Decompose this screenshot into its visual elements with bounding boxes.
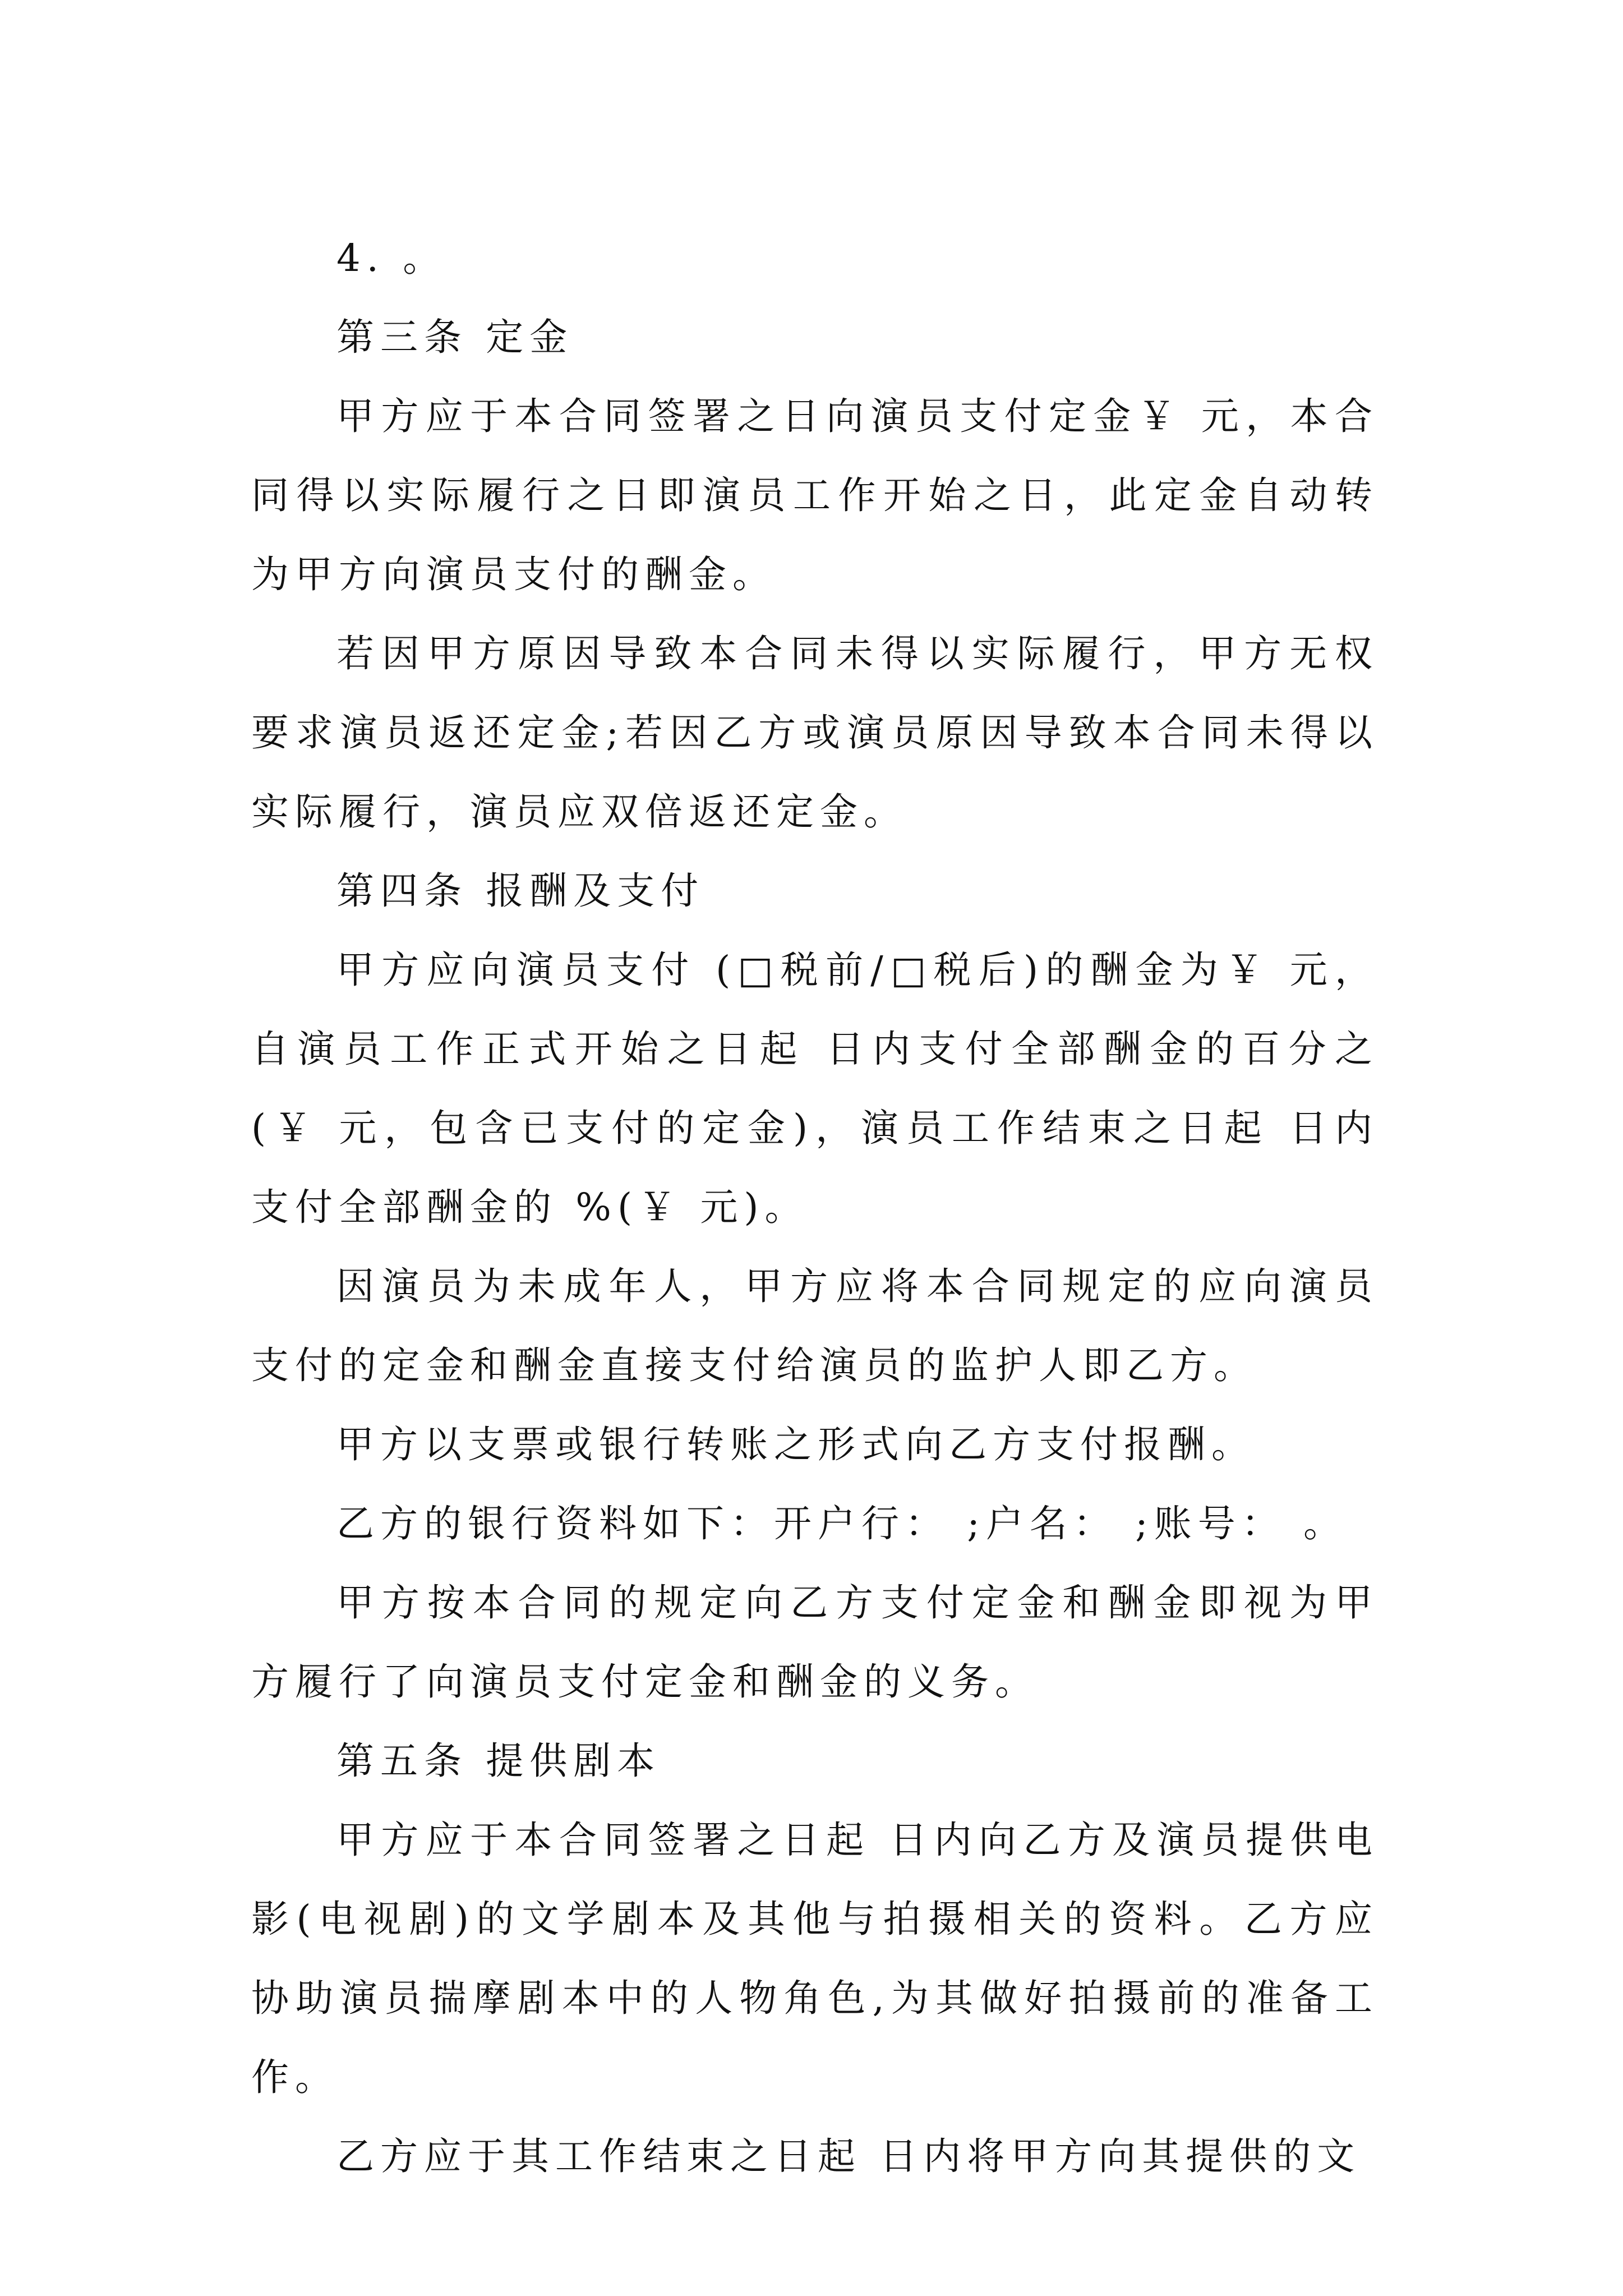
article-4-paragraph-2: 因演员为未成年人，甲方应将本合同规定的应向演员支付的定金和酬金直接支付给演员的监护人即乙方。 — [251, 1264, 1378, 1387]
article-3-paragraph-1: 甲方应于本合同签署之日向演员支付定金￥ 元，本合同得以实际履行之日即演员工作开始之日，此定金自动转为甲方向演员支付的酬金。 — [251, 394, 1378, 596]
list-item-4: 4. 。 — [336, 236, 447, 280]
article-3-paragraph-2: 若因甲方原因导致本合同未得以实际履行，甲方无权要求演员返还定金;若因乙方或演员原因导致本合同未得以实际履行，演员应双倍返还定金。 — [251, 632, 1378, 834]
article-4-paragraph-3: 甲方以支票或银行转账之形式向乙方支付报酬。 — [336, 1423, 1255, 1466]
article-4-paragraph-1: 甲方应向演员支付 (□税前/□税后)的酬金为￥ 元，自演员工作正式开始之日起 日内支付全部酬金的百分之(￥ 元，包含已支付的定金)，演员工作结束之日起 日内支付全部酬金的 %(￥ 元)。 — [251, 948, 1378, 1229]
article-5-paragraph-1: 甲方应于本合同签署之日起 日内向乙方及演员提供电影(电视剧)的文学剧本及其他与拍摄相关的资料。乙方应协助演员揣摩剧本中的人物角色,为其做好拍摄前的准备工作。 — [251, 1818, 1378, 2099]
document-body — [251, 219, 1378, 2196]
article-5-heading: 第五条 提供剧本 — [336, 1739, 661, 1783]
article-3-heading: 第三条 定金 — [336, 315, 574, 359]
article-4-paragraph-4: 乙方的银行资料如下：开户行： ;户名： ;账号： 。 — [336, 1502, 1348, 1545]
article-4-paragraph-5: 甲方按本合同的规定向乙方支付定金和酬金即视为甲方履行了向演员支付定金和酬金的义务。 — [251, 1581, 1378, 1704]
article-4-heading: 第四条 报酬及支付 — [336, 869, 705, 913]
article-5-paragraph-2: 乙方应于其工作结束之日起 日内将甲方向其提供的文 — [336, 2134, 1361, 2178]
